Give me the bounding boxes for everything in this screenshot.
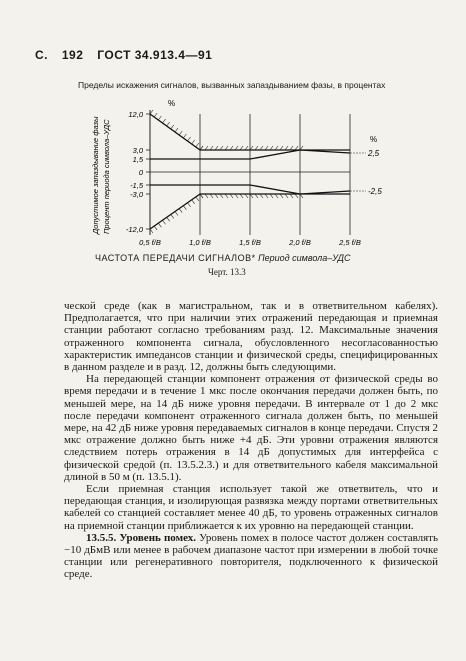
page-prefix: С. <box>35 48 48 62</box>
paragraph-2: На передающей станции компонент отражения от физической среды во время передачи и в течение 1 мкс после окончания передачи должен быть, по меньшей мере, на 14 дБ ниже уровня передачи. В интервале от 1 до 2 мкс после передачи компонент отраженного сигнала должен быть, по меньшей мере, на 42 дБ ниже уровня передаваемых сигналов в конце передачи. Спустя 2 мкс отражение должно быть ниже +4 дБ. Эти уровни отражения являются следствием потерь отражения в 14 дБ допустимых для интерфейса с физической средой (п. 13.5.2.3.) и для ответвительного кабеля максимальной длиной в 50 м (п. 13.5.1). <box>64 373 438 483</box>
hatch-mark <box>192 140 195 144</box>
hatch-mark <box>163 220 166 224</box>
x-tick-label: 0,5 f/B <box>139 238 161 247</box>
x-tick-label: 2,5 f/B <box>339 238 361 247</box>
hatch-mark <box>171 125 174 129</box>
y-tick-label: -3,0 <box>130 190 143 199</box>
paragraph-4 <box>64 532 438 581</box>
y-axis-label-line2: Процент периода символа–УДС <box>102 119 111 234</box>
page-number: 192 <box>61 48 84 62</box>
body-text <box>64 300 438 581</box>
x-tick-label: 2,0 f/B <box>289 238 311 247</box>
right-label-lower: -2,5 <box>368 187 382 196</box>
y-tick-label: -1,5 <box>130 181 143 190</box>
figure-caption <box>95 253 351 263</box>
right-label-upper: 2,5 <box>368 149 380 158</box>
paragraph-3: Если приемная станция использует такой же ответвитель, что и передающая станция, и изолирующая развязка между портами ответвительных кабелей со станцией составляет менее 40 дБ, то уровень отраженных сигналов на приемной станции приближается к их уровню на передающей станции. <box>64 483 438 532</box>
y-axis-label-line1: Допустимое запаздывание фазы <box>91 116 100 234</box>
hatch-mark <box>158 223 161 227</box>
hatch-mark <box>183 206 186 210</box>
y-tick-label: -12,0 <box>125 225 143 234</box>
hatch-mark <box>196 143 199 147</box>
hatch-mark <box>175 212 178 216</box>
section-heading: 13.5.5. Уровень помех. <box>86 531 196 544</box>
y-tick-label: 1,5 <box>132 155 143 164</box>
hatch-mark <box>154 226 157 230</box>
hatch-mark <box>183 134 186 138</box>
paragraph-4-text: Уровень помех в полосе частот должен составлять −10 дБмВ или менее в рабочем диапазоне частот при измерении в любой точке станции или регенеративного повторителя, подключенного к физической среде. <box>64 531 438 581</box>
hatch-mark <box>158 116 161 120</box>
hatch-mark <box>171 214 174 218</box>
y-tick-label: 3,0 <box>132 146 143 155</box>
y-tick-label: 12,0 <box>128 110 143 119</box>
x-tick-label: 1,5 f/B <box>239 238 261 247</box>
hatch-mark <box>196 197 199 201</box>
hatch-mark <box>167 217 170 221</box>
hatch-mark <box>192 200 195 204</box>
hatch-mark <box>175 128 178 132</box>
hatch-mark <box>167 122 170 126</box>
figure-title: Пределы искажения сигналов, вызванных запаздыванием фазы, в процентах <box>78 80 386 90</box>
hatch-mark <box>179 209 182 213</box>
hatch-mark <box>188 203 191 207</box>
caption-main: ЧАСТОТА ПЕРЕДАЧИ СИГНАЛОВ* <box>95 253 256 263</box>
figure-label: Черт. 13.3 <box>208 267 246 277</box>
y-axis-unit: % <box>168 99 176 108</box>
hatch-mark <box>163 119 166 123</box>
y-tick-label: 0 <box>138 168 143 177</box>
standard-code: ГОСТ 34.913.4—91 <box>97 48 213 62</box>
caption-sub: Период символа–УДС <box>258 253 351 263</box>
hatch-mark <box>154 113 157 117</box>
page-header <box>35 48 222 62</box>
paragraph-1: ческой среде (как в магистральном, так и в ответвительном кабелях). Предполагается, что при наличии этих отражений передающая и приемная станции работают согласно требованиям разд. 12. Максимальные значения отраженного компонента сигнала, обусловленного несогласованностью характеристик импедансов станции и физической среды, специфицированных в данном разделе и в разд. 12, должны быть следующими. <box>64 300 438 374</box>
right-axis-unit: % <box>370 135 378 144</box>
hatch-mark <box>188 137 191 141</box>
hatch-mark <box>179 131 182 135</box>
x-tick-label: 1,0 f/B <box>189 238 211 247</box>
phase-delay-chart <box>70 92 390 252</box>
